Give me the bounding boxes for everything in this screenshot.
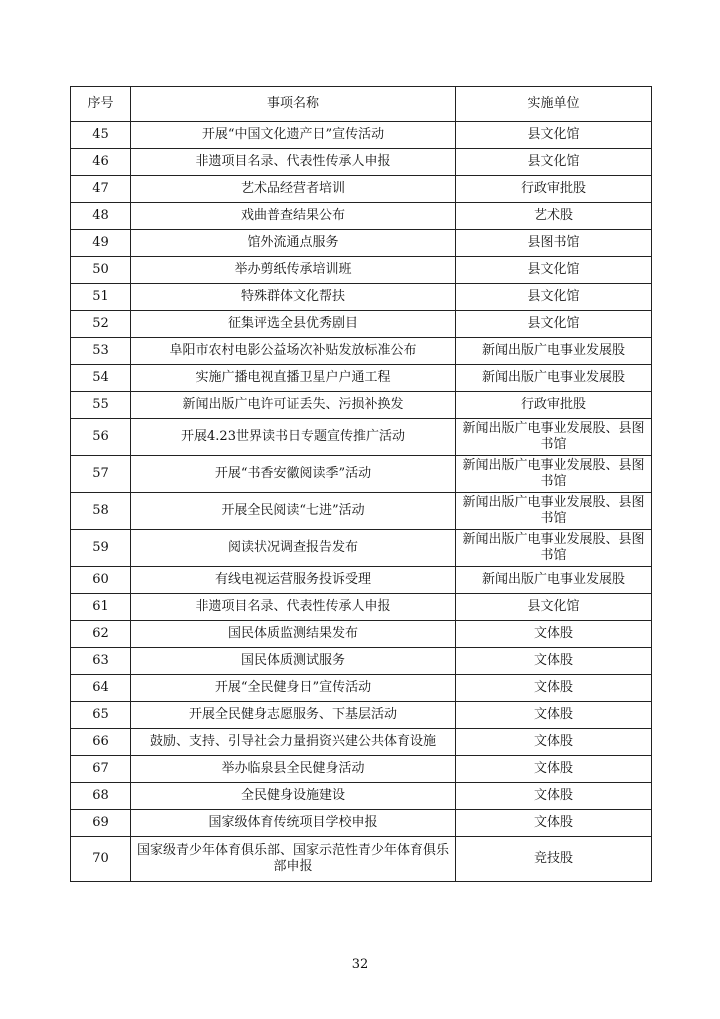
row-unit: 行政审批股: [456, 392, 652, 419]
row-unit: 新闻出版广电事业发展股: [456, 338, 652, 365]
row-unit: 县文化馆: [456, 311, 652, 338]
row-no: 59: [71, 530, 131, 567]
row-no: 46: [71, 149, 131, 176]
row-name: 征集评选全县优秀剧目: [131, 311, 456, 338]
table-row: [71, 284, 652, 311]
row-unit: 新闻出版广电事业发展股、县图书馆: [456, 493, 652, 530]
table-row: [71, 203, 652, 230]
table-row: [71, 456, 652, 493]
page-number: 32: [351, 957, 369, 972]
row-no: 47: [71, 176, 131, 203]
table-row: [71, 675, 652, 702]
row-no: 56: [71, 419, 131, 456]
row-unit: 县文化馆: [456, 149, 652, 176]
row-no: 48: [71, 203, 131, 230]
row-unit: 文体股: [456, 783, 652, 810]
row-unit: 文体股: [456, 621, 652, 648]
row-name: 开展“书香安徽阅读季”活动: [131, 456, 456, 493]
row-name: 开展“全民健身日”宣传活动: [131, 675, 456, 702]
row-name: 实施广播电视直播卫星户户通工程: [131, 365, 456, 392]
row-no: 61: [71, 594, 131, 621]
row-unit: 文体股: [456, 675, 652, 702]
row-name: 国家级青少年体育俱乐部、国家示范性青少年体育俱乐部申报: [131, 837, 456, 882]
row-name: 开展全民健身志愿服务、下基层活动: [131, 702, 456, 729]
row-name: 有线电视运营服务投诉受理: [131, 567, 456, 594]
row-no: 52: [71, 311, 131, 338]
row-no: 63: [71, 648, 131, 675]
table-header-row: [71, 87, 652, 122]
table-row: [71, 419, 652, 456]
row-unit: 新闻出版广电事业发展股、县图书馆: [456, 456, 652, 493]
header-unit: 实施单位: [456, 87, 652, 122]
header-no: 序号: [71, 87, 131, 122]
row-no: 62: [71, 621, 131, 648]
row-no: 68: [71, 783, 131, 810]
row-unit: 县文化馆: [456, 594, 652, 621]
table-row: [71, 392, 652, 419]
row-unit: 艺术股: [456, 203, 652, 230]
table-row: [71, 122, 652, 149]
row-unit: 竞技股: [456, 837, 652, 882]
row-no: 51: [71, 284, 131, 311]
row-name: 特殊群体文化帮扶: [131, 284, 456, 311]
row-unit: 县文化馆: [456, 122, 652, 149]
row-name: 国民体质测试服务: [131, 648, 456, 675]
row-name: 戏曲普查结果公布: [131, 203, 456, 230]
row-no: 49: [71, 230, 131, 257]
row-unit: 文体股: [456, 648, 652, 675]
row-unit: 县文化馆: [456, 257, 652, 284]
row-unit: 文体股: [456, 756, 652, 783]
table-row: [71, 810, 652, 837]
row-no: 55: [71, 392, 131, 419]
row-name: 全民健身设施建设: [131, 783, 456, 810]
table-row: [71, 621, 652, 648]
table-row: [71, 365, 652, 392]
row-name: 开展4.23世界读书日专题宣传推广活动: [131, 419, 456, 456]
table-row: [71, 756, 652, 783]
row-name: 新闻出版广电许可证丢失、污损补换发: [131, 392, 456, 419]
row-name: 国家级体育传统项目学校申报: [131, 810, 456, 837]
table-row: [71, 530, 652, 567]
table-row: [71, 257, 652, 284]
row-name: 非遗项目名录、代表性传承人申报: [131, 594, 456, 621]
table-row: [71, 594, 652, 621]
row-unit: 文体股: [456, 729, 652, 756]
table-row: [71, 149, 652, 176]
row-unit: 新闻出版广电事业发展股: [456, 567, 652, 594]
row-unit: 新闻出版广电事业发展股、县图书馆: [456, 419, 652, 456]
row-unit: 新闻出版广电事业发展股、县图书馆: [456, 530, 652, 567]
row-name: 举办剪纸传承培训班: [131, 257, 456, 284]
table-row: [71, 230, 652, 257]
table-row: [71, 311, 652, 338]
row-no: 58: [71, 493, 131, 530]
row-name: 艺术品经营者培训: [131, 176, 456, 203]
row-unit: 行政审批股: [456, 176, 652, 203]
row-name: 国民体质监测结果发布: [131, 621, 456, 648]
row-no: 65: [71, 702, 131, 729]
row-name: 举办临泉县全民健身活动: [131, 756, 456, 783]
row-unit: 县图书馆: [456, 230, 652, 257]
row-unit: 县文化馆: [456, 284, 652, 311]
row-name: 鼓励、支持、引导社会力量捐资兴建公共体育设施: [131, 729, 456, 756]
table-row: [71, 338, 652, 365]
row-name: 开展“中国文化遗产日”宣传活动: [131, 122, 456, 149]
row-no: 50: [71, 257, 131, 284]
row-no: 67: [71, 756, 131, 783]
row-no: 53: [71, 338, 131, 365]
row-name: 馆外流通点服务: [131, 230, 456, 257]
row-no: 69: [71, 810, 131, 837]
row-no: 54: [71, 365, 131, 392]
row-unit: 文体股: [456, 810, 652, 837]
table-row: [71, 837, 652, 882]
row-no: 66: [71, 729, 131, 756]
table-row: [71, 493, 652, 530]
row-no: 45: [71, 122, 131, 149]
table-row: [71, 783, 652, 810]
row-name: 阅读状况调查报告发布: [131, 530, 456, 567]
table-row: [71, 176, 652, 203]
row-no: 57: [71, 456, 131, 493]
row-unit: 文体股: [456, 702, 652, 729]
row-no: 70: [71, 837, 131, 882]
table-row: [71, 648, 652, 675]
row-no: 60: [71, 567, 131, 594]
row-name: 阜阳市农村电影公益场次补贴发放标准公布: [131, 338, 456, 365]
table-row: [71, 567, 652, 594]
table-row: [71, 729, 652, 756]
header-name: 事项名称: [131, 87, 456, 122]
row-name: 非遗项目名录、代表性传承人申报: [131, 149, 456, 176]
row-name: 开展全民阅读“七进”活动: [131, 493, 456, 530]
items-table: [70, 86, 652, 882]
row-unit: 新闻出版广电事业发展股: [456, 365, 652, 392]
row-no: 64: [71, 675, 131, 702]
table-row: [71, 702, 652, 729]
